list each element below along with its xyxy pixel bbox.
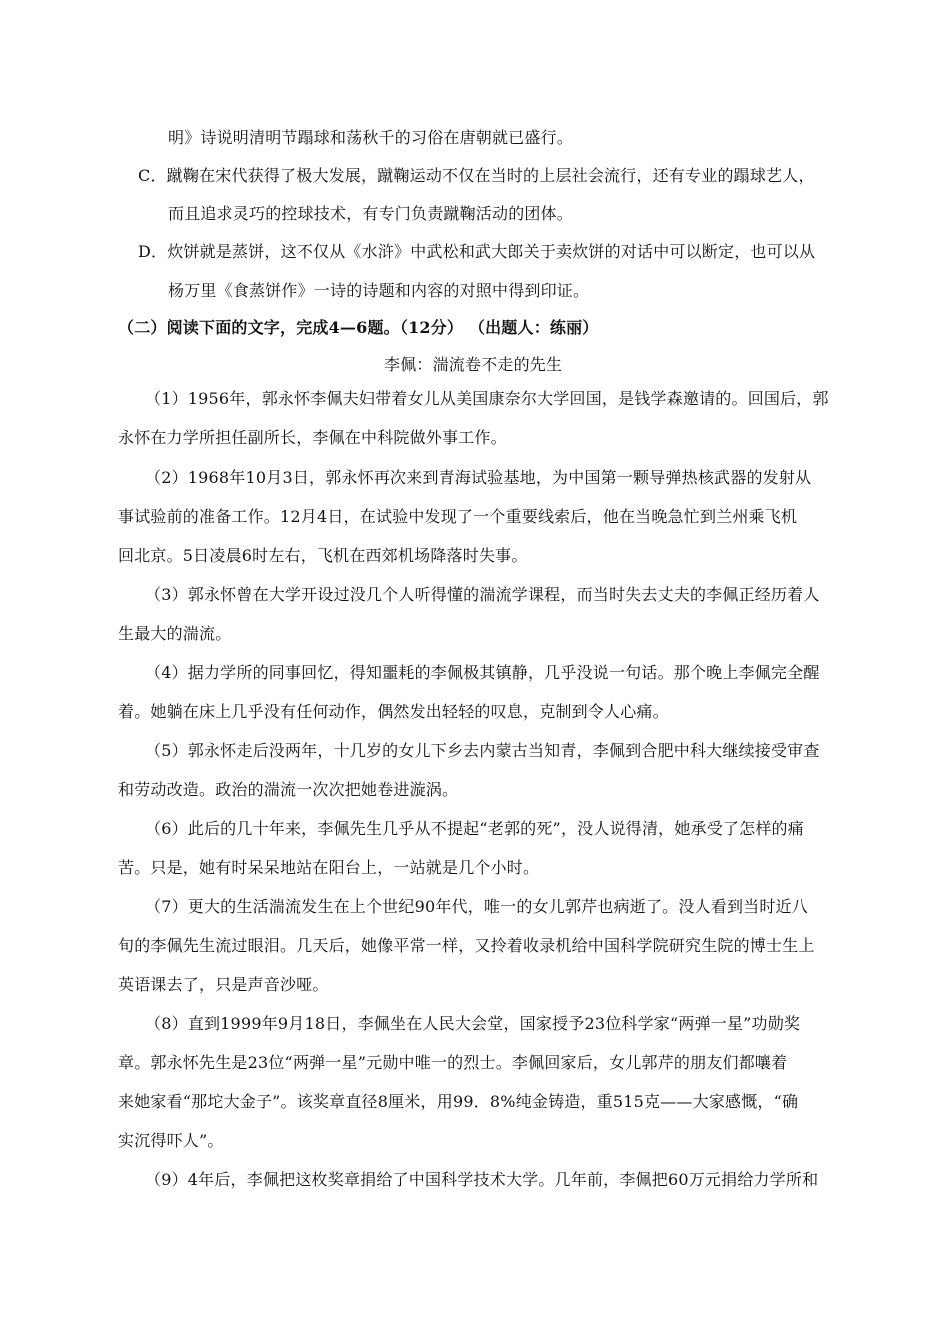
paragraph-4-line-2: 着。她躺在床上几乎没有任何动作，偶然发出轻轻的叹息，克制到令人心痛。: [118, 702, 669, 721]
paragraph-7-line-2: 旬的李佩先生流过眼泪。几天后，她像平常一样，又拎着收录机给中国科学院研究生院的博士生上: [118, 936, 815, 955]
paragraph-4-line-1: （4）据力学所的同事回忆，得知噩耗的李佩极其镇静，几乎没说一句话。那个晚上李佩完全醒: [145, 663, 820, 682]
option-d-line-2: 杨万里《食蒸饼作》一诗的诗题和内容的对照中得到印证。: [168, 281, 590, 300]
paragraph-2-line-1: （2）1968年10月3日，郭永怀再次来到青海试验基地，为中国第一颗导弹热核武器的发射从: [145, 468, 812, 487]
paragraph-3-line-2: 生最大的湍流。: [118, 624, 232, 643]
paragraph-1-line-2: 永怀在力学所担任副所长，李佩在中科院做外事工作。: [118, 428, 507, 447]
paragraph-2-line-3: 回北京。5日凌晨6时左右，飞机在西郊机场降落时失事。: [118, 546, 528, 565]
article-title: 李佩：湍流卷不走的先生: [384, 355, 563, 374]
paragraph-5-line-1: （5）郭永怀走后没两年，十几岁的女儿下乡去内蒙古当知青，李佩到合肥中科大继续接受审查: [145, 741, 820, 760]
paragraph-8-line-3: 来她家看“那坨大金子”。该奖章直径8厘米，用99．8%纯金铸造，重515克——大家感慨，“确: [118, 1092, 799, 1111]
paragraph-8-line-2: 章。郭永怀先生是23位“两弹一星”元勋中唯一的烈士。李佩回家后，女儿郭芹的朋友们都嚷着: [118, 1053, 788, 1072]
paragraph-6-line-1: （6）此后的几十年来，李佩先生几乎从不提起“老郭的死”，没人说得清，她承受了怎样的痛: [145, 819, 804, 838]
paragraph-5-line-2: 和劳动改造。政治的湍流一次次把她卷进漩涡。: [118, 780, 459, 799]
paragraph-7-line-1: （7）更大的生活湍流发生在上个世纪90年代，唯一的女儿郭芹也病逝了。没人看到当时近八: [145, 897, 808, 916]
paragraph-2-line-2: 事试验前的准备工作。12月4日，在试验中发现了一个重要线索后，他在当晚急忙到兰州乘飞机: [118, 507, 798, 526]
paragraph-1-line-1: （1）1956年，郭永怀李佩夫妇带着女儿从美国康奈尔大学回国，是钱学森邀请的。回国后，郭: [145, 389, 829, 408]
paragraph-7-line-3: 英语课去了，只是声音沙哑。: [118, 975, 329, 994]
option-b-continuation: 明》诗说明清明节蹋球和荡秋千的习俗在唐朝就已盛行。: [168, 128, 574, 147]
paragraph-6-line-2: 苦。只是，她有时呆呆地站在阳台上，一站就是几个小时。: [118, 858, 540, 877]
option-c-line-2: 而且追求灵巧的控球技术，有专门负责蹴鞠活动的团体。: [168, 204, 574, 223]
option-d-line-1: D．炊饼就是蒸饼，这不仅从《水浒》中武松和武大郎关于卖炊饼的对话中可以断定，也可以从: [138, 242, 816, 261]
paragraph-8-line-1: （8）直到1999年9月18日，李佩坐在人民大会堂，国家授予23位科学家“两弹一星”功勋奖: [145, 1014, 801, 1033]
paragraph-3-line-1: （3）郭永怀曾在大学开设过没几个人听得懂的湍流学课程，而当时失去丈夫的李佩正经历着人: [145, 585, 820, 604]
paragraph-9-line-1: （9）4年后，李佩把这枚奖章捐给了中国科学技术大学。几年前，李佩把60万元捐给力学所和: [145, 1170, 819, 1189]
paragraph-8-line-4: 实沉得吓人”。: [118, 1131, 224, 1150]
section-heading: （二）阅读下面的文字，完成4—6题。（12分） （出题人：练丽）: [118, 318, 599, 337]
option-c-line-1: C．蹴鞠在宋代获得了极大发展，蹴鞠运动不仅在当时的上层社会流行，还有专业的蹋球艺人，: [138, 166, 815, 185]
